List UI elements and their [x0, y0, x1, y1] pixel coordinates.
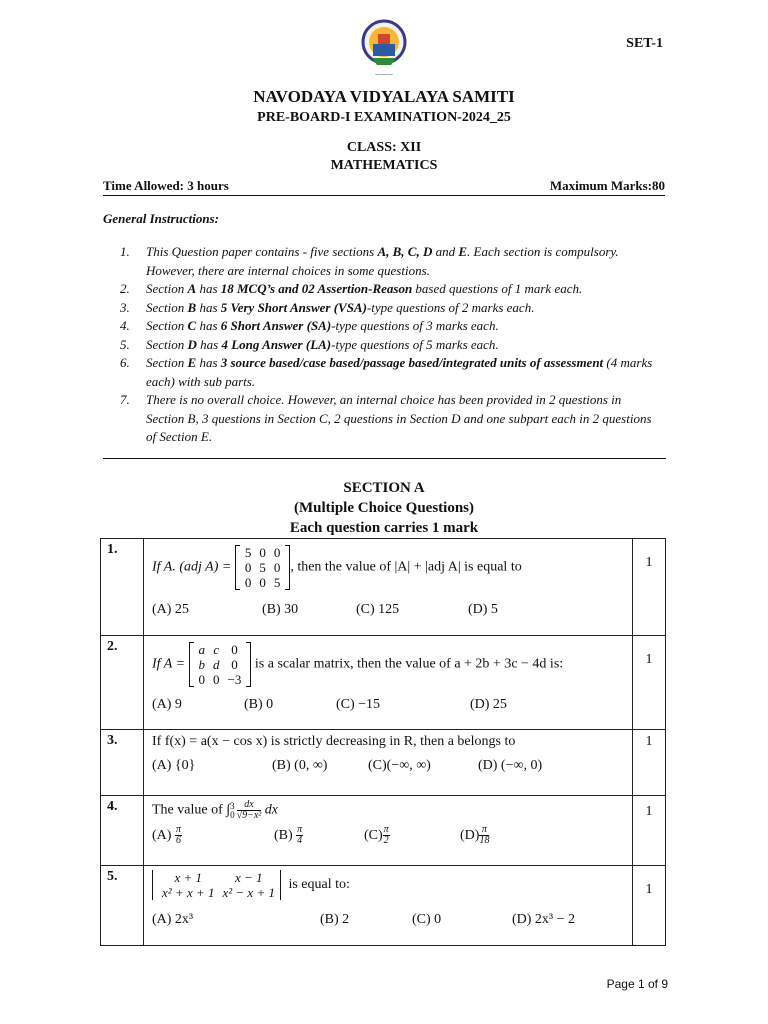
option: (B) 30 — [262, 602, 299, 617]
option: (C) 0 — [412, 912, 442, 927]
set-label: SET-1 — [626, 36, 663, 51]
questions-table — [100, 538, 666, 946]
question-body: If A. (adj A) = 5 0 0 0 5 0 0 0 5 , then the value of |A| + |adj A| is equal to (A) 25 (B) 30 (C) 125 (D) 5 — [144, 539, 633, 636]
question-marks: 1 — [633, 730, 666, 796]
instruction-item: 7. There is no overall choice. However, an internal choice has been provided in 2 questions in Section B, 3 questions in Section C, 2 questions in Section D and one subpart each in 2 questions of Section E. — [120, 392, 652, 444]
section-subtitle: (Multiple Choice Questions) — [294, 500, 474, 516]
question-row — [101, 636, 666, 730]
question-body: If A = a c 0 b d 0 0 0 −3 is a scalar matrix, then the value of a + 2b + 3c − 4d is: (A) 9 (B) 0 (C) −15 (D) 25 — [144, 636, 633, 730]
question-marks: 1 — [633, 636, 666, 730]
instruction-item: 2. Section A has 18 MCQ’s and 02 Assertion-Reason based questions of 1 mark each. — [120, 281, 583, 296]
maximum-marks: Maximum Marks:80 — [549, 178, 665, 193]
option: (A) 2x³ — [152, 912, 194, 927]
option: (D) (−∞, 0) — [478, 758, 543, 773]
section-title: SECTION A — [343, 480, 425, 496]
question-number: 4. — [101, 796, 144, 866]
instruction-item: 1. This Question paper contains - five sections A, B, C, D and E. Each section is compulsory. However, there are internal choices in some questions. — [120, 244, 619, 278]
question-row — [101, 539, 666, 636]
svg-text:———: ——— — [375, 71, 393, 78]
question-number: 2. — [101, 636, 144, 730]
page-number: Page 1 of 9 — [606, 977, 668, 991]
option: (D) 2x³ − 2 — [512, 912, 576, 927]
question-number: 5. — [101, 866, 144, 946]
option: (A) 25 — [152, 602, 189, 617]
subject-label: MATHEMATICS — [330, 158, 438, 173]
section-note: Each question carries 1 mark — [289, 520, 479, 536]
question-marks: 1 — [633, 539, 666, 636]
option: (A) {0} — [152, 758, 196, 773]
question-body — [144, 730, 633, 796]
option: (B) 2 — [320, 912, 350, 927]
org-title: NAVODAYA VIDYALAYA SAMITI — [253, 87, 515, 106]
option: (B) $\frac{\pi}{4}$ — [274, 824, 303, 846]
instruction-item: 3. Section B has 5 Very Short Answer (VSA)-type questions of 2 marks each. — [120, 299, 535, 315]
instruction-item: 6. Section E has 3 source based/case based/passage based/integrated units of assessment (4 marks each) with sub parts. — [120, 355, 653, 389]
determinant: x + 1 x − 1 x² + x + 1 x² − x + 1 — [152, 870, 285, 900]
option: (B) (0, ∞) — [272, 758, 328, 773]
navodaya-logo — [358, 18, 410, 80]
question-text: If f(x) = a(x − cos x) is strictly decreasing in R, then a belongs to — [152, 734, 516, 749]
question-number: 1. — [101, 539, 144, 636]
option: (A) 9 — [152, 697, 182, 712]
option: (C) 125 — [356, 602, 400, 617]
option: (C) $\frac{\pi}{2}$ — [364, 824, 389, 846]
section-heading — [0, 478, 768, 538]
option: (D) $\frac{\pi}{18}$ — [460, 824, 490, 846]
option: (B) 0 — [244, 697, 274, 712]
instruction-item: 4. Section C has 6 Short Answer (SA)-type questions of 3 marks each. — [120, 318, 499, 333]
time-allowed: Time Allowed: 3 hours — [103, 178, 229, 193]
question-marks: 1 — [633, 866, 666, 946]
option: (C) −15 — [336, 697, 381, 712]
option: (A) $\frac{\pi}{6}$ — [152, 824, 181, 846]
divider — [103, 458, 666, 459]
question-body: x + 1 x − 1 x² + x + 1 x² − x + 1 is equal to: (A) 2x³ (B) 2 (C) 0 (D) 2x³ − 2 — [144, 866, 633, 946]
matrix: 5 0 0 0 5 0 0 0 5 — [235, 545, 291, 590]
exam-title: PRE-BOARD-I EXAMINATION-2024_25 — [257, 110, 511, 125]
class-label: CLASS: XII — [346, 140, 422, 155]
matrix: a c 0 b d 0 0 0 −3 — [189, 642, 252, 687]
question-row — [101, 730, 666, 796]
instructions-list — [120, 243, 655, 447]
time-marks-row — [103, 178, 665, 196]
instruction-item: 5. Section D has 4 Long Answer (LA)-type questions of 5 marks each. — [120, 336, 499, 352]
question-row — [101, 866, 666, 946]
option: (D) 5 — [468, 602, 498, 617]
question-marks: 1 — [633, 796, 666, 866]
question-number: 3. — [101, 730, 144, 796]
instructions-title: General Instructions: — [103, 211, 219, 226]
option: (D) 25 — [470, 697, 507, 712]
question-body: The value of ∫ 3 0 $\frac{dx}{\text{√9−x²}}$ dx (A) $\frac{\pi}{6}$ (B) $\frac{\pi}{4}$ (C) $\frac{\pi}{2}$ (D) $\frac{\pi}{18}$ — [144, 796, 633, 866]
question-row — [101, 796, 666, 866]
option: (C)(−∞, ∞) — [368, 758, 431, 773]
